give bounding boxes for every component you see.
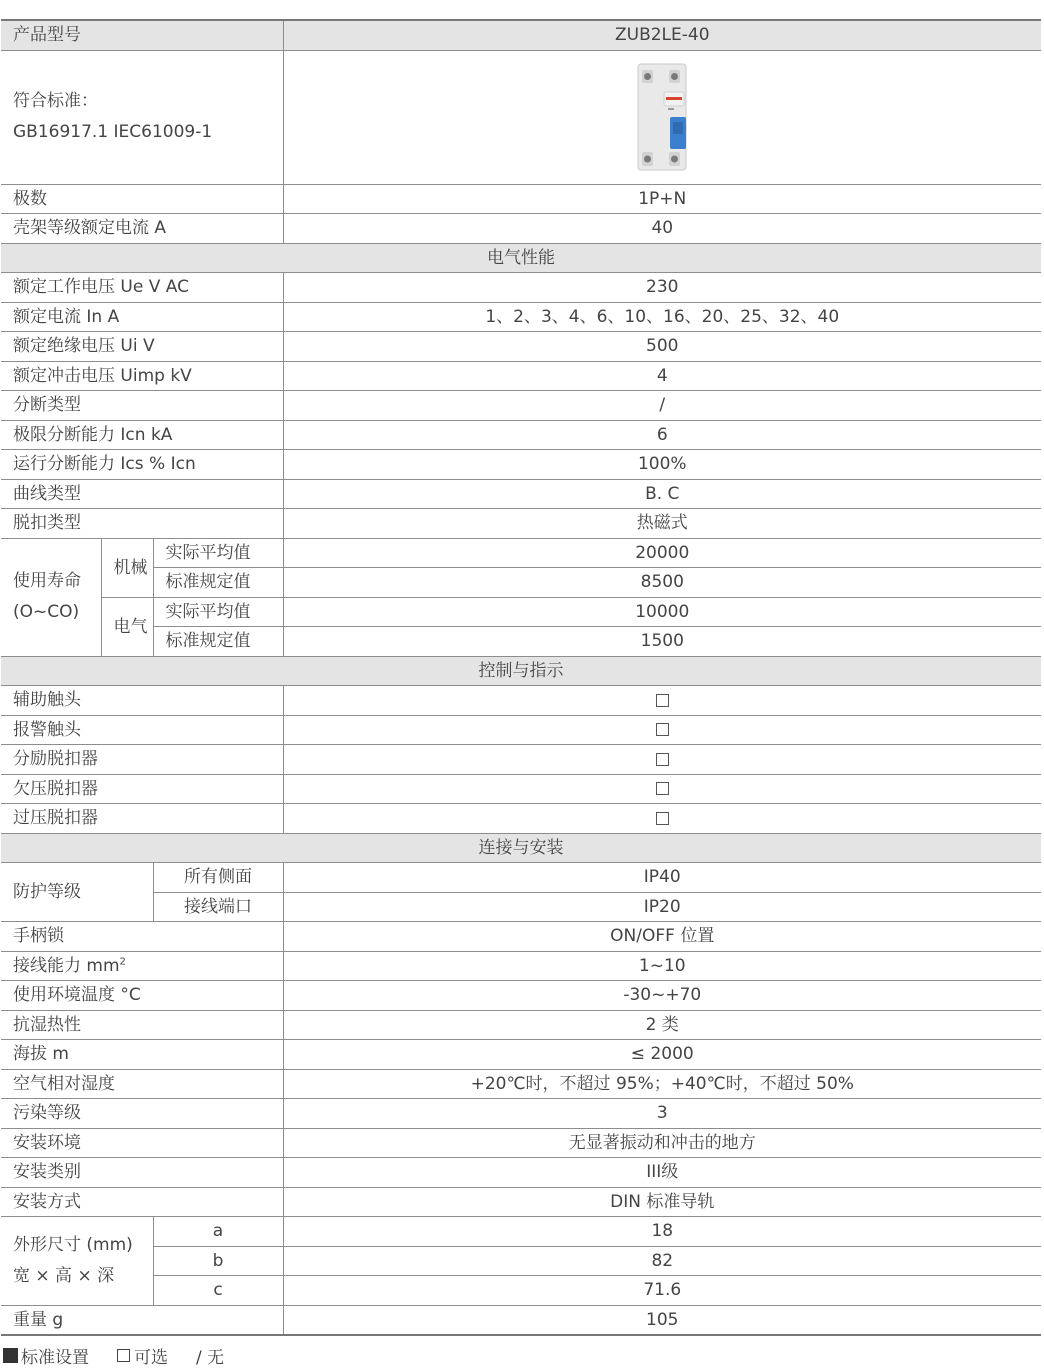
dimension-row: [1, 1217, 1041, 1247]
protection-terminal-value: IP20: [283, 892, 1041, 922]
life-row: [1, 597, 1041, 627]
section-title: 控制与指示: [1, 656, 1041, 686]
spec-label: [1, 951, 283, 981]
life-value: 20000: [283, 538, 1041, 568]
spec-value: DIN 标准导轨: [283, 1187, 1041, 1217]
spec-row: [1, 981, 1041, 1011]
life-mechanical-label: 机械: [101, 538, 153, 597]
spec-value: 105: [283, 1305, 1041, 1335]
standard-row: [1, 50, 1041, 184]
legend-none: [196, 1343, 224, 1368]
spec-label: 脱扣类型: [1, 509, 283, 539]
dimension-row: [1, 1246, 1041, 1276]
optional-checkbox-icon: [656, 694, 669, 707]
life-label-title: 使用寿命: [13, 571, 81, 591]
spec-value: 1~10: [283, 951, 1041, 981]
spec-label: 安装类别: [1, 1158, 283, 1188]
product-image: [283, 50, 1041, 184]
spec-row: [1, 1010, 1041, 1040]
spec-row: [1, 450, 1041, 480]
dimension-key: a: [153, 1217, 283, 1247]
spec-value: 热磁式: [283, 509, 1041, 539]
dimension-value: 71.6: [283, 1276, 1041, 1306]
spec-row: [1, 509, 1041, 539]
spec-label: 安装方式: [1, 1187, 283, 1217]
spec-label: 额定冲击电压 Uimp kV: [1, 361, 283, 391]
legend-standard: [3, 1343, 89, 1368]
spec-value: III级: [283, 1158, 1041, 1188]
spec-row: [1, 1040, 1041, 1070]
spec-label: 额定工作电压 Ue V AC: [1, 273, 283, 303]
standard-label: [1, 50, 283, 184]
unit-superscript: 2: [119, 956, 126, 968]
spec-label: 使用环境温度 °C: [1, 981, 283, 1011]
spec-row: [1, 332, 1041, 362]
spec-row: [1, 361, 1041, 391]
optional-checkbox-icon: [656, 723, 669, 736]
spec-label: 极数: [1, 184, 283, 214]
spec-label: 额定电流 In A: [1, 302, 283, 332]
spec-label: 污染等级: [1, 1099, 283, 1129]
life-row: [1, 538, 1041, 568]
life-standard-label: 标准规定值: [153, 568, 283, 598]
spec-row: [1, 184, 1041, 214]
spec-row: [1, 214, 1041, 244]
spec-value: /: [283, 391, 1041, 421]
spec-label: 曲线类型: [1, 479, 283, 509]
life-value: 1500: [283, 627, 1041, 657]
spec-label: 辅助触头: [1, 686, 283, 716]
spec-value: 500: [283, 332, 1041, 362]
weight-row: [1, 1305, 1041, 1335]
spec-label: 运行分断能力 Ics % Icn: [1, 450, 283, 480]
dimension-label-title: 外形尺寸 (mm): [13, 1234, 133, 1255]
spec-row: [1, 302, 1041, 332]
spec-label: 极限分断能力 Icn kA: [1, 420, 283, 450]
spec-value: +20℃时，不超过 95%；+40℃时，不超过 50%: [283, 1069, 1041, 1099]
spec-value: 4: [283, 361, 1041, 391]
standard-title: 符合标准：: [13, 91, 98, 111]
spec-value: 无显著振动和冲击的地方: [283, 1128, 1041, 1158]
control-row: [1, 804, 1041, 834]
life-actual-label: 实际平均值: [153, 597, 283, 627]
spec-label: 分断类型: [1, 391, 283, 421]
spec-value: 1P+N: [283, 184, 1041, 214]
protection-sides-label: 所有侧面: [153, 863, 283, 893]
spec-row: [1, 391, 1041, 421]
protection-row: [1, 892, 1041, 922]
life-electrical-label: 电气: [101, 597, 153, 656]
wire-capacity-label: 接线能力 mm: [13, 955, 120, 976]
life-actual-label: 实际平均值: [153, 538, 283, 568]
section-header-control: [1, 656, 1041, 686]
dimension-key: b: [153, 1246, 283, 1276]
life-value: 8500: [283, 568, 1041, 598]
spec-label: 过压脱扣器: [1, 804, 283, 834]
protection-row: [1, 863, 1041, 893]
spec-label: 安装环境: [1, 1128, 283, 1158]
life-label-unit: (O~CO): [13, 602, 80, 622]
optional-checkbox-icon: [656, 753, 669, 766]
spec-value: 100%: [283, 450, 1041, 480]
spec-row: [1, 479, 1041, 509]
legend-standard-label: 标准设置: [21, 1348, 89, 1368]
spec-row: [1, 273, 1041, 303]
section-title: 电气性能: [1, 243, 1041, 273]
section-header-connection: [1, 833, 1041, 863]
legend: [3, 1343, 252, 1368]
spec-row: [1, 1128, 1041, 1158]
spec-label: 分励脱扣器: [1, 745, 283, 775]
spec-value: 40: [283, 214, 1041, 244]
spec-value: 230: [283, 273, 1041, 303]
optional-checkbox-icon: [656, 782, 669, 795]
dimension-label-order: 宽 × 高 × 深: [13, 1265, 115, 1286]
model-value: ZUB2LE-40: [283, 20, 1041, 50]
spec-value: ON/OFF 位置: [283, 922, 1041, 952]
control-row: [1, 745, 1041, 775]
spec-label: 欠压脱扣器: [1, 774, 283, 804]
filled-square-icon: [3, 1348, 18, 1363]
spec-label: 额定绝缘电压 Ui V: [1, 332, 283, 362]
dimension-value: 82: [283, 1246, 1041, 1276]
circuit-breaker-image: [632, 62, 692, 172]
model-label: 产品型号: [1, 20, 283, 50]
protection-sides-value: IP40: [283, 863, 1041, 893]
optional-checkbox-icon: [656, 812, 669, 825]
life-row: [1, 568, 1041, 598]
spec-row: [1, 951, 1041, 981]
spec-value: 2 类: [283, 1010, 1041, 1040]
spec-label: 壳架等级额定电流 A: [1, 214, 283, 244]
spec-label: 海拔 m: [1, 1040, 283, 1070]
spec-label: 手柄锁: [1, 922, 283, 952]
spec-row: [1, 1069, 1041, 1099]
spec-row: [1, 1158, 1041, 1188]
spec-value: B. C: [283, 479, 1041, 509]
model-row: [1, 20, 1041, 50]
protection-terminal-label: 接线端口: [153, 892, 283, 922]
spec-label: 抗湿热性: [1, 1010, 283, 1040]
legend-none-label: / 无: [196, 1348, 225, 1368]
spec-row: [1, 922, 1041, 952]
life-label: [1, 538, 101, 656]
life-row: [1, 627, 1041, 657]
control-row: [1, 774, 1041, 804]
life-value: 10000: [283, 597, 1041, 627]
spec-value: 1、2、3、4、6、10、16、20、25、32、40: [283, 302, 1041, 332]
spec-value: ≤ 2000: [283, 1040, 1041, 1070]
legend-optional: [117, 1343, 168, 1368]
spec-row: [1, 1187, 1041, 1217]
dimension-value: 18: [283, 1217, 1041, 1247]
life-standard-label: 标准规定值: [153, 627, 283, 657]
spec-value: -30~+70: [283, 981, 1041, 1011]
control-row: [1, 686, 1041, 716]
spec-label: 重量 g: [1, 1305, 283, 1335]
spec-label: 报警触头: [1, 715, 283, 745]
protection-label: 防护等级: [1, 863, 153, 922]
spec-value: 6: [283, 420, 1041, 450]
spec-row: [1, 1099, 1041, 1129]
control-row: [1, 715, 1041, 745]
dimension-key: c: [153, 1276, 283, 1306]
spec-row: [1, 420, 1041, 450]
standard-codes: GB16917.1 IEC61009-1: [13, 122, 213, 142]
legend-optional-label: 可选: [134, 1348, 168, 1368]
spec-table: [1, 19, 1041, 1336]
section-header-electrical: [1, 243, 1041, 273]
dimension-row: [1, 1276, 1041, 1306]
empty-square-icon: [117, 1349, 130, 1362]
spec-value: 3: [283, 1099, 1041, 1129]
section-title: 连接与安装: [1, 833, 1041, 863]
spec-label: 空气相对湿度: [1, 1069, 283, 1099]
dimension-label: [1, 1217, 153, 1306]
